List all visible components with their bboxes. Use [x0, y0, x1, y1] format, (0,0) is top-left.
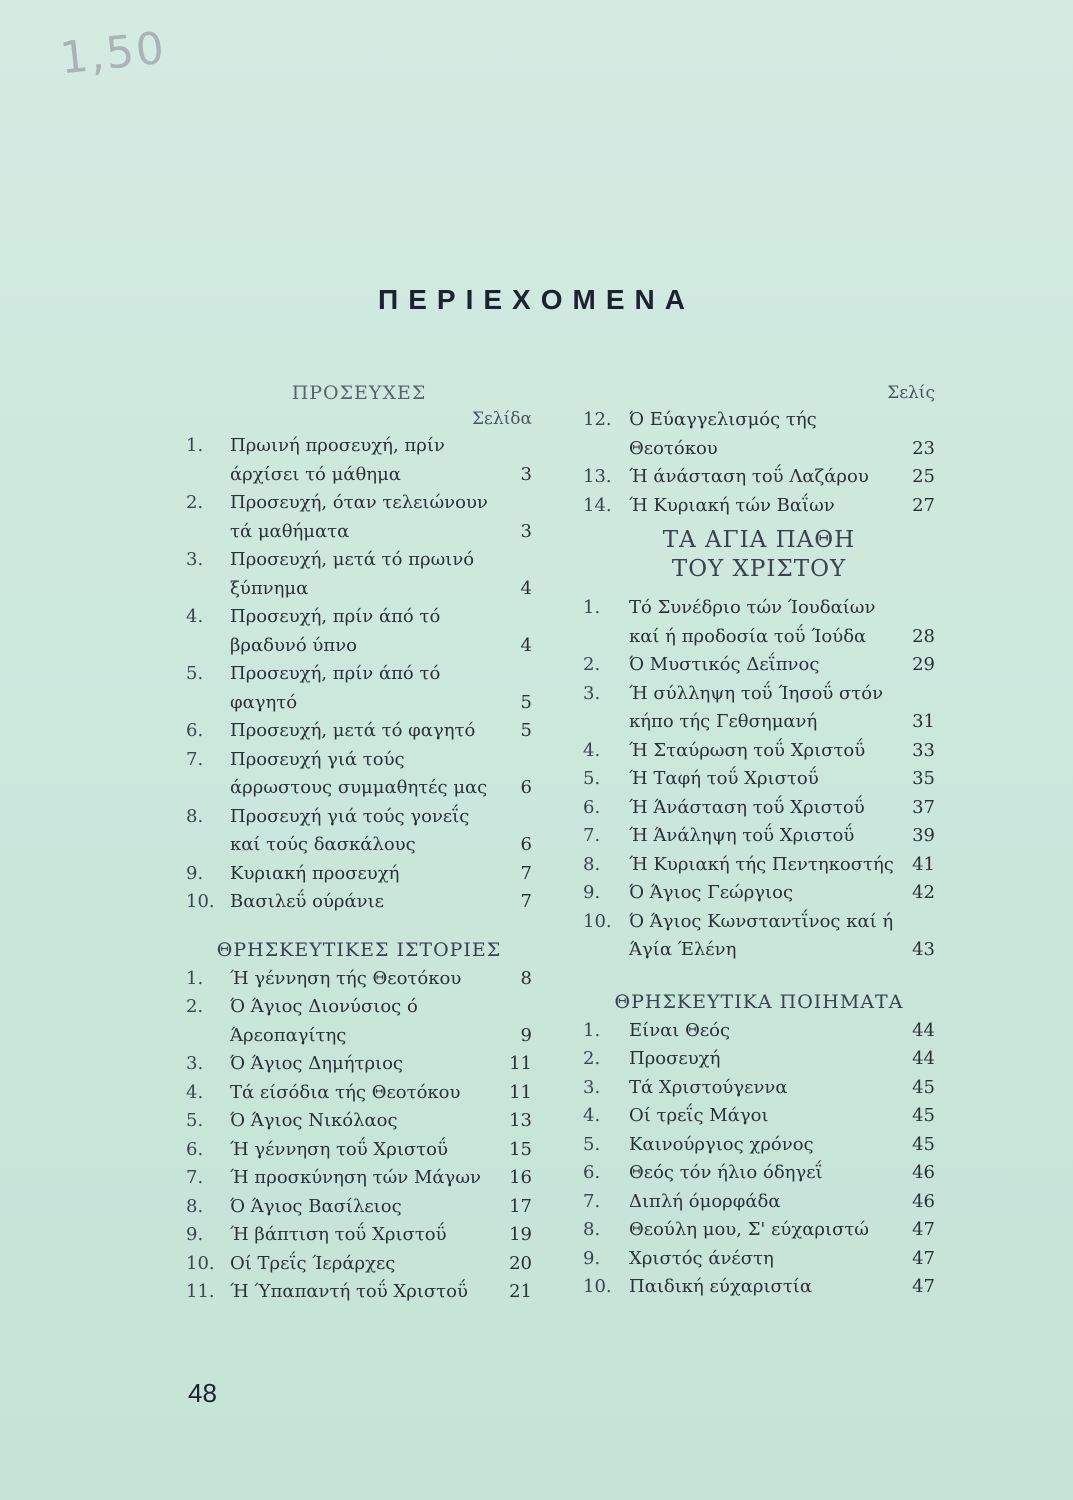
toc-entry — [186, 1079, 532, 1108]
toc-entry — [583, 1216, 935, 1245]
entry-title: Θεός τόν ήλιο όδηγεΐ — [629, 1162, 823, 1183]
entry-number: 8. — [583, 853, 601, 875]
entry-title: Χριστός άνέστη — [629, 1247, 774, 1269]
entry-number: 6. — [186, 1138, 204, 1160]
entry-number: 1. — [186, 967, 204, 989]
toc-entry — [186, 603, 532, 660]
toc-entry — [583, 737, 935, 766]
entry-number: 2. — [186, 492, 204, 513]
toc-entry — [186, 1050, 532, 1079]
entry-page: 16 — [509, 1167, 532, 1188]
entry-page: 25 — [912, 466, 935, 487]
passion-list — [583, 594, 935, 965]
page-column-header: Σελίδα — [472, 409, 532, 429]
entry-number: 5. — [186, 663, 204, 684]
entry-page: 44 — [912, 1019, 935, 1041]
entry-number: 3. — [583, 682, 601, 704]
entry-title: Ό Άγιος Νικόλαος — [230, 1110, 398, 1131]
toc-entry — [186, 432, 532, 489]
toc-entry — [583, 1074, 935, 1103]
toc-entry — [583, 1188, 935, 1217]
entry-title: Ό Άγιος Δημήτριος — [230, 1053, 403, 1074]
toc-entry — [186, 860, 532, 889]
pencil-annotation: 1,50 — [57, 22, 169, 85]
toc-entry — [186, 1136, 532, 1165]
entry-title: Παιδική εύχαριστία — [629, 1276, 812, 1297]
entry-title: Τά Χριστούγεννα — [629, 1076, 788, 1098]
entry-page: 11 — [509, 1053, 532, 1074]
entry-title: Ή Άνάληψη τοΰ Χριστοΰ — [629, 825, 855, 846]
entry-number: 3. — [186, 549, 204, 570]
toc-entry — [583, 1102, 935, 1131]
section-title-line: ΤΑ ΑΓΙΑ ΠΑΘΗ — [662, 527, 856, 553]
entry-page: 33 — [912, 739, 935, 761]
entry-page: 41 — [912, 853, 935, 875]
entry-page: 35 — [912, 768, 935, 789]
entry-number: 2. — [583, 1048, 601, 1069]
entry-number: 1. — [186, 435, 204, 456]
toc-entry — [583, 1045, 935, 1074]
entry-number: 9. — [583, 882, 601, 903]
entry-page: 5 — [520, 720, 532, 741]
entry-number: 7. — [583, 1190, 601, 1212]
entry-page: 6 — [520, 777, 532, 798]
entry-number: 10. — [583, 1276, 612, 1297]
toc-entry — [186, 1250, 532, 1279]
entry-title: Ή Ταφή τοΰ Χριστοΰ — [629, 768, 819, 789]
entry-page: 45 — [912, 1076, 935, 1098]
entry-page: 47 — [912, 1276, 935, 1297]
entry-title: Ή Σταύρωση τοΰ Χριστοΰ — [629, 739, 866, 761]
entry-page: 7 — [520, 862, 532, 884]
entry-number: 13. — [583, 466, 612, 487]
toc-entry — [186, 546, 532, 603]
entry-number: 10. — [186, 1252, 215, 1274]
entry-title: Θεούλη μου, Σ' εύχαριστώ — [629, 1219, 869, 1240]
entry-page: 42 — [912, 882, 935, 903]
entry-page: 29 — [912, 654, 935, 675]
entry-title: Ό Άγιος Κωνσταντΐνος καί ή Άγία Έλένη — [629, 910, 894, 960]
entry-page: 4 — [520, 577, 532, 599]
entry-page: 37 — [912, 796, 935, 818]
entry-number: 4. — [583, 739, 601, 761]
toc-entry — [583, 594, 935, 651]
section-title-religious-stories: ΘΡΗΣΚΕΥΤΙΚΕΣ ΙΣΤΟΡΙΕΣ — [216, 938, 502, 961]
toc-entry — [583, 492, 935, 521]
toc-entry — [583, 765, 935, 794]
entry-number: 9. — [583, 1247, 601, 1269]
entry-page: 45 — [912, 1133, 935, 1155]
toc-entry — [583, 406, 935, 463]
toc-entry — [583, 879, 935, 908]
toc-entry — [583, 822, 935, 851]
right-column — [583, 380, 935, 1302]
poems-list — [583, 1017, 935, 1302]
toc-entry — [186, 1278, 532, 1307]
entry-number: 11. — [186, 1281, 215, 1302]
toc-entry — [186, 993, 532, 1050]
toc-entry — [583, 1131, 935, 1160]
entry-number: 5. — [583, 768, 601, 789]
entry-title: Προσευχή γιά τούς άρρωστους συμμαθητές μας — [230, 748, 488, 798]
entry-page: 27 — [912, 494, 935, 516]
entry-title: Τά είσόδια τής Θεοτόκου — [230, 1081, 461, 1103]
entry-title: Προσευχή, μετά τό φαγητό — [230, 720, 476, 741]
entry-number: 5. — [186, 1110, 204, 1131]
entry-title: Ό Άγιος Γεώργιος — [629, 882, 794, 903]
entry-number: 7. — [186, 1167, 204, 1188]
entry-title: Ό Άγιος Βασίλειος — [230, 1195, 402, 1217]
entry-page: 13 — [509, 1110, 532, 1131]
entry-page: 15 — [509, 1138, 532, 1160]
entry-number: 12. — [583, 409, 612, 430]
entry-page: 17 — [509, 1195, 532, 1217]
entry-title: Προσευχή — [629, 1048, 721, 1069]
toc-entry — [186, 746, 532, 803]
entry-title: Ή προσκύνηση τών Μάγων — [230, 1167, 481, 1188]
toc-entry — [186, 489, 532, 546]
entry-number: 9. — [186, 1224, 204, 1245]
entry-title: Ό Μυστικός Δεΐπνος — [629, 654, 820, 675]
entry-title: Καινούργιος χρόνος — [629, 1133, 814, 1155]
toc-entry — [186, 660, 532, 717]
entry-page: 39 — [912, 825, 935, 846]
entry-page: 47 — [912, 1219, 935, 1240]
toc-entry — [583, 651, 935, 680]
toc-entry — [186, 1193, 532, 1222]
entry-number: 6. — [583, 796, 601, 818]
entry-title: Ή Κυριακή τών Βαΐων — [629, 494, 835, 516]
entry-title: Ή σύλληψη τοΰ Ίησοΰ στόν κήπο τής Γεθσημανή — [629, 682, 884, 732]
entry-page: 43 — [912, 939, 935, 960]
toc-entry — [186, 888, 532, 917]
toc-entry — [583, 463, 935, 492]
toc-entry — [583, 851, 935, 880]
entry-page: 45 — [912, 1105, 935, 1126]
entry-title: Τό Συνέδριο τών Ίουδαίων καί ή προδοσία τοΰ Ίούδα — [629, 597, 876, 647]
entry-title: Πρωινή προσευχή, πρίν άρχίσει τό μάθημα — [230, 435, 445, 485]
toc-entry — [583, 794, 935, 823]
entry-title: Οί τρεΐς Μάγοι — [629, 1105, 769, 1126]
entry-page: 47 — [912, 1247, 935, 1269]
entry-page: 4 — [520, 634, 532, 656]
toc-entry — [583, 1273, 935, 1302]
entry-number: 4. — [186, 606, 204, 627]
stories-list — [186, 965, 532, 1307]
entry-title: Είναι Θεός — [629, 1019, 731, 1041]
entry-number: 3. — [583, 1076, 601, 1098]
entry-number: 8. — [186, 805, 204, 827]
entry-number: 9. — [186, 862, 204, 884]
toc-entry — [583, 1159, 935, 1188]
entry-number: 8. — [186, 1195, 204, 1217]
entry-title: Ό Άγιος Διονύσιος ό Άρεοπαγίτης — [230, 996, 418, 1046]
toc-entry — [186, 803, 532, 860]
entry-page: 11 — [509, 1081, 532, 1103]
entry-page: 46 — [912, 1190, 935, 1212]
toc-entry — [583, 680, 935, 737]
entry-title: Διπλή όμορφάδα — [629, 1190, 781, 1212]
entry-number: 10. — [583, 910, 612, 932]
entry-page: 46 — [912, 1162, 935, 1183]
entry-page: 23 — [912, 437, 935, 459]
entry-page: 21 — [509, 1281, 532, 1302]
entry-page: 28 — [912, 625, 935, 647]
entry-title: Οί Τρεΐς Ίεράρχες — [230, 1252, 396, 1274]
entry-number: 7. — [186, 748, 204, 770]
page-title: ΠΕΡΙΕΧΟΜΕΝΑ — [378, 284, 695, 315]
entry-title: Ή Άνάσταση τοΰ Χριστοΰ — [629, 796, 865, 818]
entry-title: Ή γέννηση τοΰ Χριστοΰ — [230, 1138, 448, 1160]
entry-number: 3. — [186, 1053, 204, 1074]
entry-number: 6. — [583, 1162, 601, 1183]
entry-page: 6 — [520, 834, 532, 855]
entry-page: 44 — [912, 1048, 935, 1069]
toc-entry — [186, 965, 532, 994]
entry-title: Ή γέννηση τής Θεοτόκου — [230, 967, 462, 989]
prayers-list — [186, 432, 532, 917]
entry-number: 2. — [186, 996, 204, 1017]
entry-page: 7 — [520, 891, 532, 912]
toc-entry — [583, 1017, 935, 1046]
entry-title: Προσευχή γιά τούς γονεΐς καί τούς δασκάλους — [230, 805, 470, 855]
entry-title: Προσευχή, πρίν άπό τό φαγητό — [230, 663, 441, 713]
entry-title: Ή άνάσταση τοΰ Λαζάρου — [629, 466, 869, 487]
entry-number: 10. — [186, 891, 215, 912]
toc-entry — [186, 717, 532, 746]
toc-entry — [186, 1221, 532, 1250]
entry-number: 7. — [583, 825, 601, 846]
entry-title: Ό Εύαγγελισμός τής Θεοτόκου — [629, 409, 817, 459]
entry-page: 9 — [520, 1024, 532, 1046]
entry-title: Κυριακή προσευχή — [230, 862, 400, 884]
entry-page: 3 — [520, 463, 532, 485]
page-number: 48 — [188, 1378, 217, 1408]
entry-number: 4. — [583, 1105, 601, 1126]
entry-number: 14. — [583, 494, 612, 516]
entry-number: 2. — [583, 654, 601, 675]
entry-page: 8 — [520, 967, 532, 989]
entry-title: Ή βάπτιση τοΰ Χριστοΰ — [230, 1224, 447, 1245]
toc-entry — [583, 1245, 935, 1274]
stories-continued-list — [583, 406, 935, 520]
toc-entry — [583, 908, 935, 965]
entry-page: 31 — [912, 711, 935, 732]
entry-number: 8. — [583, 1219, 601, 1240]
entry-title: Βασιλεΰ ούράνιε — [230, 891, 384, 912]
entry-page: 19 — [509, 1224, 532, 1245]
entry-page: 3 — [520, 520, 532, 542]
entry-number: 1. — [583, 597, 601, 618]
entry-number: 5. — [583, 1133, 601, 1155]
entry-number: 4. — [186, 1081, 204, 1103]
entry-title: Ή Ύπαπαντή τοΰ Χριστοΰ — [230, 1281, 468, 1302]
entry-page: 20 — [509, 1252, 532, 1274]
entry-number: 6. — [186, 720, 204, 741]
toc-entry — [186, 1164, 532, 1193]
entry-title: Προσευχή, μετά τό πρωινό ξύπνημα — [230, 549, 475, 599]
entry-title: Ή Κυριακή τής Πεντηκοστής — [629, 853, 894, 875]
page-column-header: Σελίς — [887, 383, 935, 403]
entry-title: Προσευχή, όταν τελειώνουν τά μαθήματα — [230, 492, 488, 542]
entry-number: 1. — [583, 1019, 601, 1041]
section-title-prayers: ΠΡΟΣΕΥΧΕΣ — [291, 382, 427, 404]
toc-entry — [186, 1107, 532, 1136]
left-column — [186, 380, 532, 1307]
section-title-holy-passion — [583, 520, 935, 594]
entry-page: 5 — [520, 691, 532, 713]
entry-title: Προσευχή, πρίν άπό τό βραδυνό ύπνο — [230, 606, 441, 656]
section-title-line: ΤΟΥ ΧΡΙΣΤΟΥ — [671, 556, 847, 582]
section-title-religious-poems: ΘΡΗΣΚΕΥΤΙΚΑ ΠΟΙΗΜΑΤΑ — [614, 990, 904, 1013]
